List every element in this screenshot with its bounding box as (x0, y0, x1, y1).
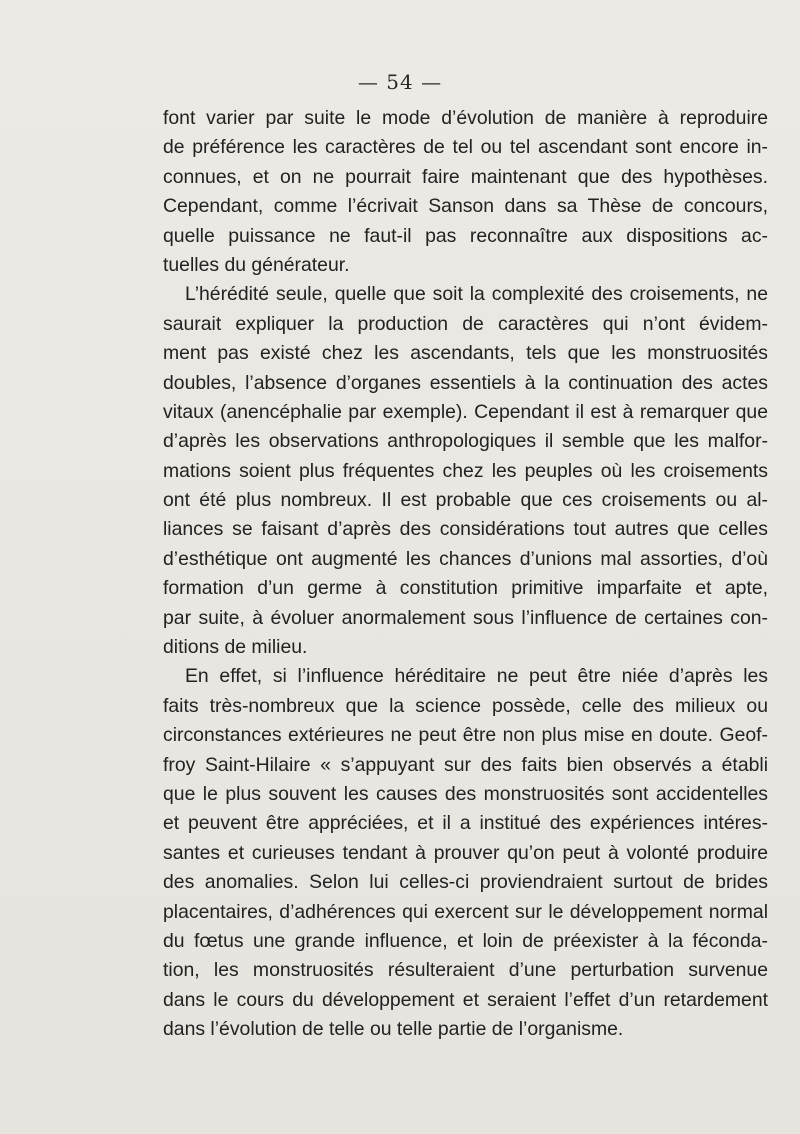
text-line: de préférence les caractères de tel ou tel ascendant sont encore in- (163, 136, 768, 159)
text-line: font varier par suite le mode d’évolution de manière à reproduire (163, 107, 768, 129)
text-line: que le plus souvent les causes des monstruosités sont accidentelles (163, 782, 768, 805)
text-line: tion, les monstruosités résulteraient d’une perturbation survenue (163, 959, 768, 982)
text-line: dans l’évolution de telle ou telle partie de l’organisme. (163, 1018, 624, 1041)
text-line: En effet, si l’influence héréditaire ne peut être niée d’après les (185, 665, 768, 688)
text-line: froy Saint-Hilaire « s’appuyant sur des faits bien observés a établi (163, 753, 768, 776)
text-line: des anomalies. Selon lui celles-ci proviendraient surtout de brides (163, 871, 768, 894)
text-line: dans le cours du développement et seraient l’effet d’un retardement (163, 988, 768, 1011)
text-line: d’après les observations anthropologiques il semble que les malfor- (163, 430, 768, 453)
text-line: saurait expliquer la production de caractères qui n’ont évidem- (163, 312, 768, 335)
text-line: connues, et on ne pourrait faire maintenant que des hypothèses. (163, 165, 768, 188)
text-line: tuelles du générateur. (163, 253, 350, 276)
page-number: — 54 — (357, 70, 443, 94)
text-line: et peuvent être appréciées, et il a institué des expériences intéres- (163, 812, 768, 835)
text-line: d’esthétique ont augmenté les chances d’unions mal assorties, d’où (163, 547, 768, 570)
text-line: doubles, l’absence d’organes essentiels à la continuation des actes (163, 371, 768, 394)
text-line: vitaux (anencéphalie par exemple). Cependant il est à remarquer que (163, 400, 768, 423)
body-text (163, 104, 768, 1045)
text-line: circonstances extérieures ne peut être non plus mise en doute. Geof- (163, 724, 768, 747)
text-line: par suite, à évoluer anormalement sous l’influence de certaines con- (163, 606, 768, 629)
text-line: placentaires, d’adhérences qui exercent sur le développement normal (163, 900, 768, 923)
text-line: du fœtus une grande influence, et loin de préexister à la féconda- (163, 929, 768, 952)
text-line: ont été plus nombreux. Il est probable que ces croisements ou al- (163, 489, 768, 512)
text-line: ditions de milieu. (163, 636, 308, 659)
text-line: L’hérédité seule, quelle que soit la complexité des croisements, ne (185, 283, 768, 306)
text-line: formation d’un germe à constitution primitive imparfaite et apte, (163, 577, 768, 600)
text-line: mations soient plus fréquentes chez les peuples où les croisements (163, 459, 768, 482)
text-line: ment pas existé chez les ascendants, tels que les monstruosités (163, 342, 768, 365)
text-line: Cependant, comme l’écrivait Sanson dans sa Thèse de concours, (163, 195, 768, 218)
text-line: santes et curieuses tendant à prouver qu’on peut à volonté produire (163, 841, 768, 864)
text-line: quelle puissance ne faut-il pas reconnaître aux dispositions ac- (163, 224, 768, 247)
text-line: liances se faisant d’après des considérations tout autres que celles (163, 518, 768, 541)
text-line: faits très-nombreux que la science possède, celle des milieux ou (163, 694, 768, 717)
